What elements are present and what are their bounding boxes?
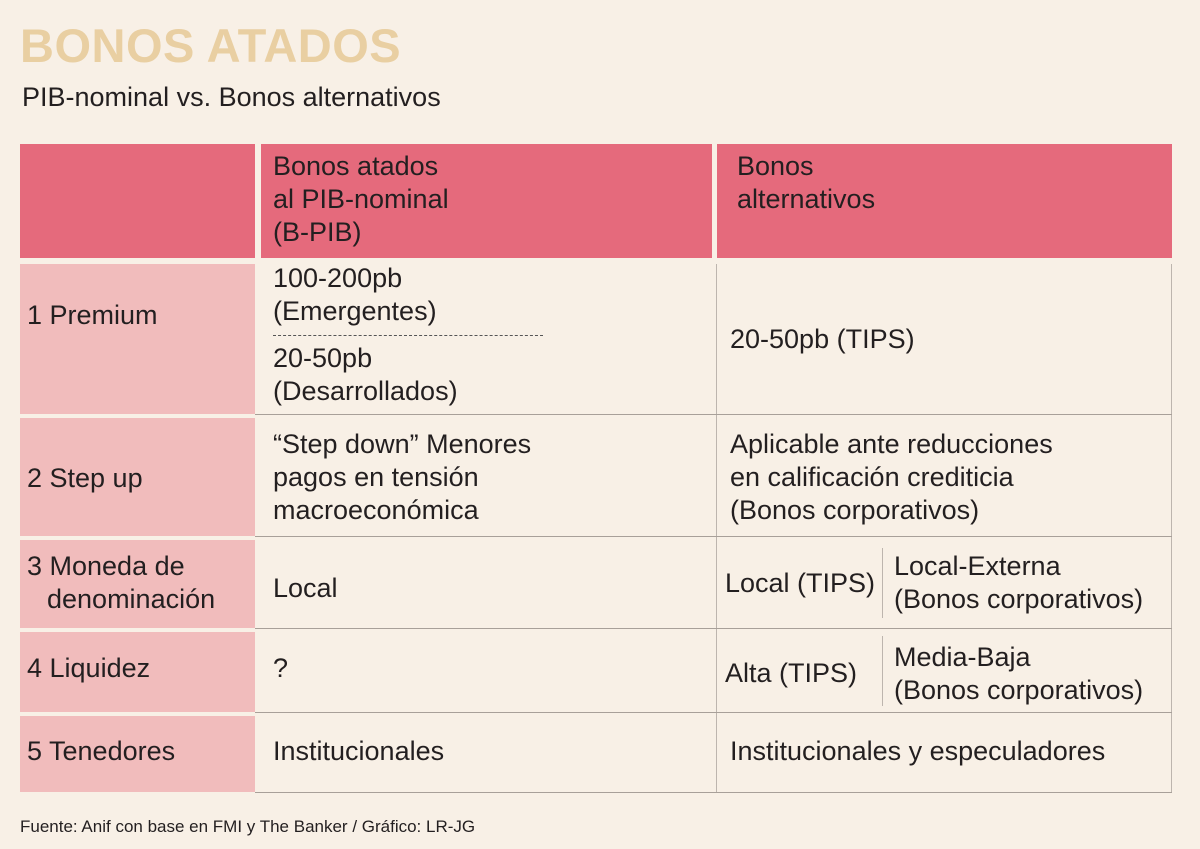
moneda-alt-tips: Local (TIPS) <box>725 568 876 598</box>
side-cell-premium <box>20 264 255 414</box>
liquidez-alt-tips: Alta (TIPS) <box>725 658 858 688</box>
row-label-step-up: 2 Step up <box>27 463 143 493</box>
header-pib-cell <box>261 144 712 258</box>
row-divider <box>255 712 1172 713</box>
row-label-moneda: 3 Moneda de denominación <box>27 551 216 614</box>
chart-title: BONOS ATADOS <box>20 19 402 72</box>
moneda-pib-value: Local <box>273 573 338 603</box>
premium-emergentes: 100-200pb (Emergentes) <box>273 263 437 326</box>
row-divider <box>255 414 1172 415</box>
header-alt-label: Bonos alternativos <box>737 151 876 214</box>
premium-alt-value: 20-50pb (TIPS) <box>730 324 915 354</box>
header-alt-cell <box>717 144 1172 258</box>
chart-subtitle: PIB-nominal vs. Bonos alternativos <box>22 82 441 112</box>
liquidez-pib-value: ? <box>273 653 289 683</box>
tenedores-alt-value: Institucionales y especuladores <box>730 736 1106 766</box>
step-up-pib-value: “Step down” Menores pagos en tensión macroeconómica <box>273 429 532 525</box>
header-corner-cell <box>20 144 255 258</box>
sub-column-divider <box>882 548 883 618</box>
row-divider <box>255 792 1172 793</box>
tenedores-pib-value: Institucionales <box>273 736 445 766</box>
source-note: Fuente: Anif con base en FMI y The Banker / Gráfico: LR-JG <box>20 817 476 836</box>
row-divider <box>255 536 1172 537</box>
dashed-separator <box>273 335 543 336</box>
sub-column-divider <box>882 636 883 706</box>
header-pib-label: Bonos atados al PIB-nominal (B-PIB) <box>273 151 449 247</box>
step-up-alt-value: Aplicable ante reducciones en calificación crediticia (Bonos corporativos) <box>730 429 1053 525</box>
row-label-premium: 1 Premium <box>27 300 158 330</box>
premium-desarrollados: 20-50pb (Desarrollados) <box>273 343 458 406</box>
row-divider <box>255 628 1172 629</box>
row-label-tenedores: 5 Tenedores <box>27 736 176 766</box>
liquidez-alt-corporativos: Media-Baja (Bonos corporativos) <box>894 642 1144 705</box>
row-label-liquidez: 4 Liquidez <box>27 653 151 683</box>
moneda-alt-corporativos: Local-Externa (Bonos corporativos) <box>894 551 1144 614</box>
